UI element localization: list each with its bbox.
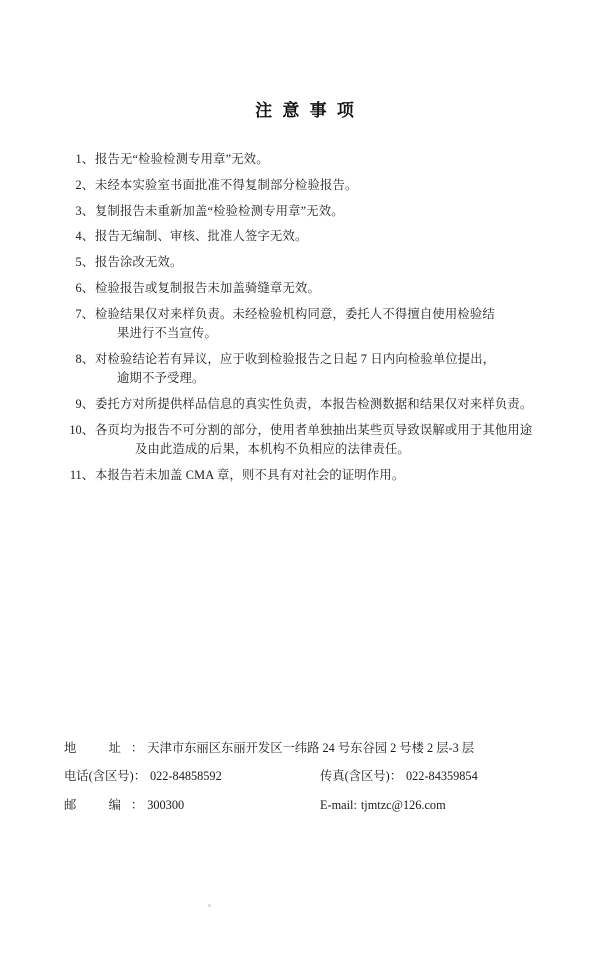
email-label: E-mail	[320, 797, 354, 812]
list-item-text	[94, 424, 548, 456]
list-item-number: 9、	[75, 396, 94, 411]
list-item-text: 报告涂改无效。	[95, 255, 183, 270]
list-item-number: 2、	[75, 177, 94, 192]
list-item	[64, 398, 548, 410]
list-item-text: 委托方对所提供样品信息的真实性负责，本报告检测数据和结果仅对来样负责。	[95, 396, 533, 411]
footer-row-phone-fax	[64, 770, 564, 782]
postcode-group	[64, 799, 314, 811]
address-colon: ：	[130, 741, 144, 755]
postcode-colon: ：	[130, 797, 144, 812]
phone-label: 电话(含区号)	[64, 769, 134, 784]
list-item-line2: 逾期不予受理。	[117, 371, 205, 386]
list-item-number: 10、	[69, 422, 94, 437]
postcode-value: 300300	[147, 797, 185, 812]
fax-label: 传真(含区号)	[320, 769, 390, 784]
email-colon: :	[353, 797, 357, 812]
list-item	[64, 205, 548, 217]
document-footer	[64, 742, 564, 827]
list-item-number: 8、	[75, 351, 94, 366]
list-item	[64, 424, 548, 456]
list-item-line2: 果进行不当宣传。	[117, 326, 217, 341]
footer-row-postcode-email	[64, 799, 564, 811]
list-item-text	[94, 353, 548, 385]
address-label: 地 址	[64, 741, 131, 755]
phone-group	[64, 770, 314, 782]
list-item	[64, 308, 548, 340]
fax-group	[314, 770, 564, 782]
list-item-text: 检验报告或复制报告未加盖骑缝章无效。	[95, 280, 320, 295]
list-item	[64, 256, 548, 268]
list-item-text: 本报告若未加盖 CMA 章，则不具有对社会的证明作用。	[95, 467, 405, 482]
list-item-number: 1、	[75, 152, 94, 166]
page-title: 注 意 事 项	[255, 101, 357, 120]
email-value: tjmtzc@126.com	[360, 797, 446, 812]
list-item	[64, 469, 548, 481]
list-item-text	[94, 308, 548, 340]
list-item	[64, 230, 548, 242]
list-item	[64, 153, 548, 165]
fax-value: 022-84359854	[406, 769, 478, 784]
footer-row-address	[64, 742, 564, 754]
list-item-number: 5、	[75, 255, 94, 270]
list-item-text: 未经本实验室书面批准不得复制部分检验报告。	[95, 177, 358, 192]
list-item-number: 4、	[75, 229, 94, 244]
list-item	[64, 179, 548, 191]
scan-speck	[208, 904, 211, 907]
list-item-number: 11、	[69, 467, 94, 482]
list-item-number: 3、	[75, 203, 94, 218]
list-item-text: 报告无“检验检测专用章”无效。	[95, 152, 269, 166]
list-item-line1: 各页均为报告不可分割的部分，使用者单独抽出某些页导致误解或用于其他用途	[95, 422, 533, 437]
fax-colon: ：	[389, 769, 402, 784]
phone-colon: ：	[133, 769, 146, 784]
document-page	[0, 96, 612, 964]
list-item-text: 报告无编制、审核、批准人签字无效。	[95, 229, 308, 244]
list-item-text: 复制报告未重新加盖“检验检测专用章”无效。	[95, 203, 344, 218]
postcode-label: 邮 编	[64, 797, 131, 812]
email-group	[314, 799, 564, 811]
address-value: 天津市东丽区东丽开发区一纬路 24 号东谷园 2 号楼 2 层-3 层	[147, 741, 475, 755]
phone-value: 022-84858592	[150, 769, 222, 784]
list-item-line1: 检验结果仅对来样负责。未经检验机构同意，委托人不得擅自使用检验结	[95, 306, 495, 321]
list-item-number: 6、	[75, 280, 94, 295]
list-item	[64, 282, 548, 294]
list-item	[64, 353, 548, 385]
list-item-line2: 及由此造成的后果，本机构不负相应的法律责任。	[135, 442, 410, 457]
notes-list	[64, 153, 548, 481]
list-item-line1: 对检验结论若有异议，应于收到检验报告之日起 7 日内向检验单位提出，	[95, 351, 496, 366]
list-item-number: 7、	[75, 306, 94, 321]
